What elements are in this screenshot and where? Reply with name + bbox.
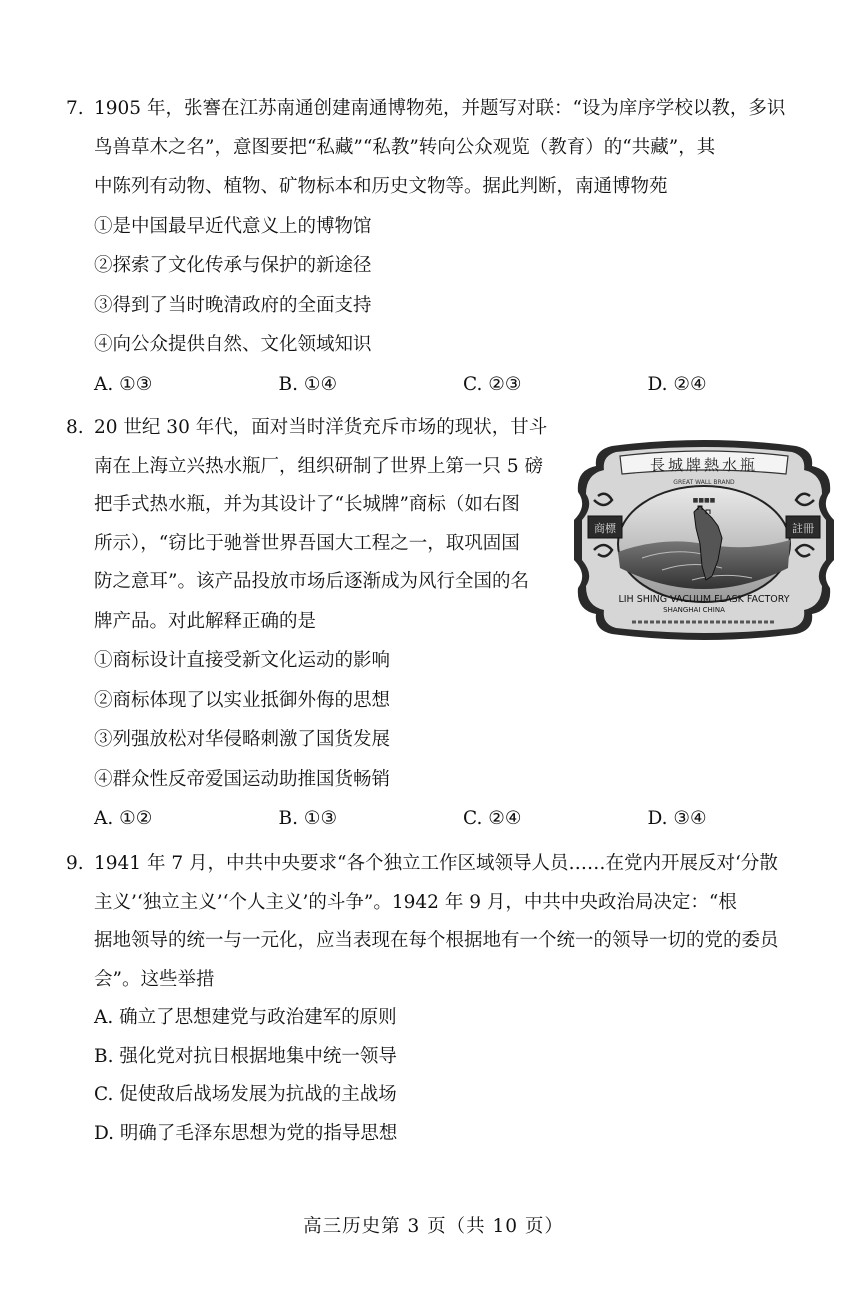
statement: ②探索了文化传承与保护的新途径	[94, 255, 372, 276]
options-row	[94, 365, 832, 405]
option-c[interactable]: C. 促使敌后战场发展为抗战的主战场	[94, 1084, 397, 1105]
trademark-bottom-small-text: SHANGHAI CHINA	[663, 606, 725, 614]
great-wall-trademark-image	[572, 440, 836, 640]
option-b[interactable]: B. ①③	[278, 808, 338, 829]
question-number: 7.	[66, 98, 84, 119]
question-stem	[94, 845, 832, 1153]
options-row	[94, 799, 832, 839]
option-b[interactable]: B. ①④	[278, 373, 338, 395]
option-a[interactable]: A. 确立了思想建党与政治建军的原则	[94, 1007, 397, 1028]
trademark-right-text: 註冊	[792, 522, 814, 535]
statement: ①是中国最早近代意义上的博物馆	[94, 215, 372, 237]
stem-line: 主义’‘独立主义’‘个人主义’的斗争”。1942 年 9 月，中共中央政治局决定：“根	[94, 891, 737, 913]
stem-line: 牌产品。对此解释正确的是	[94, 610, 317, 632]
trademark-top-small-text: GREAT WALL BRAND	[673, 479, 735, 486]
option-a[interactable]: A. ①②	[94, 808, 153, 829]
question-7	[66, 90, 832, 404]
option-d[interactable]: D. ②④	[647, 373, 707, 395]
stem-line: 据地领导的统一与一元化，应当表现在每个根据地有一个统一的领导一切的党的委员	[94, 930, 779, 951]
question-number: 8.	[66, 417, 84, 438]
stem-line: 1905 年，张謇在江苏南通创建南通博物苑，并题写对联：“设为庠序学校以教，多识	[94, 98, 786, 119]
option-a[interactable]: A. ①③	[94, 373, 153, 395]
question-9	[66, 845, 832, 1153]
option-b[interactable]: B. 强化党对抗日根据地集中统一领导	[94, 1045, 397, 1067]
options-column	[94, 999, 832, 1153]
statement: ③得到了当时晚清政府的全面支持	[94, 294, 372, 316]
stem-line: 中陈列有动物、植物、矿物标本和历史文物等。据此判断，南通博物苑	[94, 176, 668, 197]
option-c[interactable]: C. ②③	[463, 373, 522, 395]
stem-line: 鸟兽草木之名”，意图要把“私藏”“私教”转向公众观览（教育）的“共藏”，其	[94, 136, 716, 158]
stem-line: 1941 年 7 月，中共中央要求“各个独立工作区域领导人员……在党内开展反对‘分散	[94, 853, 778, 874]
stem-line: 所示），“窃比于驰誉世界吾国大工程之一，取巩固国	[94, 532, 520, 554]
trademark-bottom-text: LIH SHING VACUUM FLASK FACTORY	[618, 594, 790, 605]
question-number: 9.	[66, 853, 84, 874]
statement: ③列强放松对华侵略刺激了国货发展	[94, 729, 391, 750]
trademark-top-text: 長城牌熱水瓶	[649, 456, 759, 474]
stem-line: 南在上海立兴热水瓶厂，组织研制了世界上第一只 5 磅	[94, 455, 544, 477]
stem-line: 20 世纪 30 年代，面对当时洋货充斥市场的现状，甘斗	[94, 417, 548, 438]
statement: ④向公众提供自然、文化领域知识	[94, 334, 372, 355]
stem-line: 会”。这些举措	[94, 968, 215, 990]
trademark-left-text: 商標	[594, 522, 616, 535]
option-d[interactable]: D. ③④	[647, 808, 707, 829]
statement: ④群众性反帝爱国运动助推国货畅销	[94, 768, 391, 790]
statement: ①商标设计直接受新文化运动的影响	[94, 650, 391, 671]
trademark-center-label: ■■■■	[692, 497, 716, 504]
option-d[interactable]: D. 明确了毛泽东思想为党的指导思想	[94, 1122, 398, 1144]
question-stem	[94, 90, 832, 404]
stem-line: 把手式热水瓶，并为其设计了“长城牌”商标（如右图	[94, 494, 520, 515]
statement: ②商标体现了以实业抵御外侮的思想	[94, 689, 391, 711]
page-footer: 高三历史第 3 页（共 10 页）	[303, 1216, 564, 1237]
stem-line: 防之意耳”。该产品投放市场后逐渐成为风行全国的名	[94, 571, 529, 592]
option-c[interactable]: C. ②④	[463, 808, 522, 829]
